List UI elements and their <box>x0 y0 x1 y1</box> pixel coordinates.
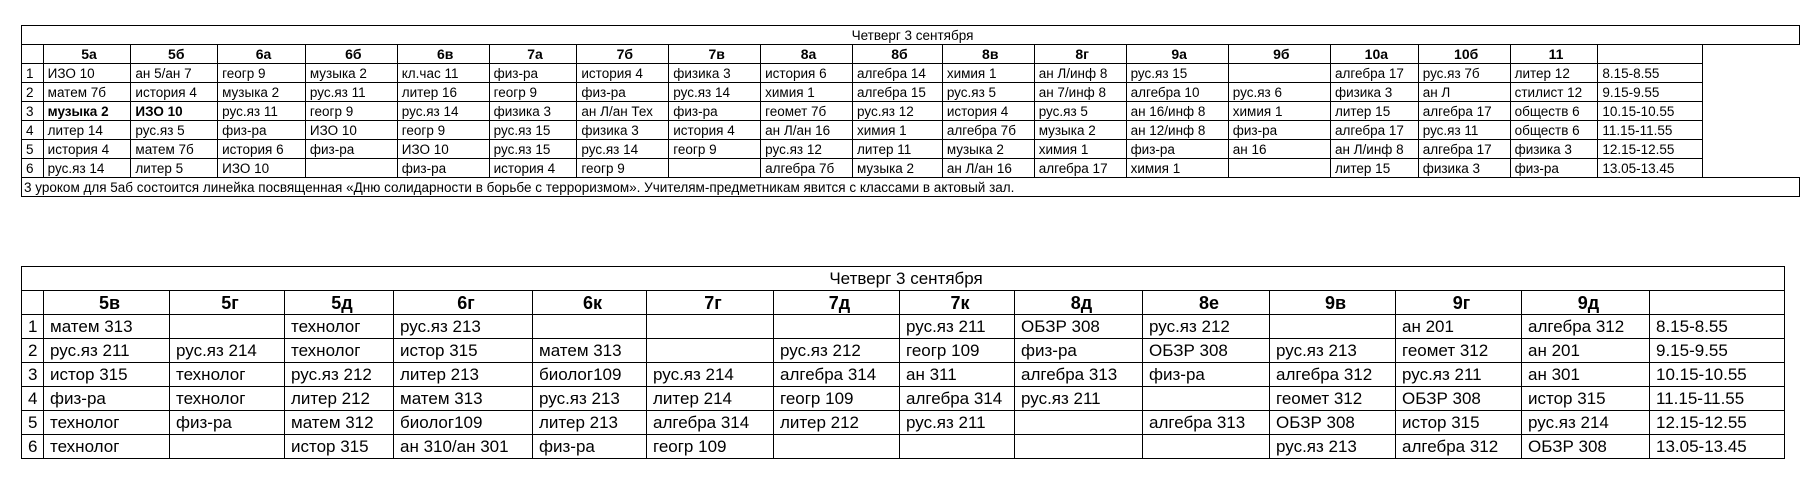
lesson-cell: матем 312 <box>285 411 394 435</box>
lesson-cell: литер 5 <box>131 159 218 178</box>
lesson-cell: геогр 109 <box>900 339 1015 363</box>
lesson-cell: ИЗО 10 <box>397 140 489 159</box>
lesson-cell <box>1143 387 1270 411</box>
class-header: 7а <box>489 45 577 64</box>
lesson-number: 1 <box>22 315 44 339</box>
lesson-cell: рус.яз 15 <box>489 121 577 140</box>
class-header <box>1650 291 1785 315</box>
lesson-cell: рус.яз 213 <box>394 315 533 339</box>
schedule-note: 3 уроком для 5аб состоится линейка посвященная «Дню солидарности в борьбе с терроризмом». Учителям-предметникам явится с классами в актовый зал. <box>22 178 1800 197</box>
lesson-number: 2 <box>22 339 44 363</box>
lesson-row <box>22 64 1800 83</box>
lesson-cell: рус.яз 5 <box>942 83 1034 102</box>
lesson-cell: биолог109 <box>533 363 647 387</box>
lesson-cell: рус.яз 214 <box>170 339 285 363</box>
lesson-cell: истор 315 <box>1522 387 1650 411</box>
class-header: 5а <box>43 45 131 64</box>
lesson-cell: музыка 2 <box>218 83 306 102</box>
lesson-cell: музыка 2 <box>853 159 943 178</box>
lesson-cell: история 4 <box>577 64 669 83</box>
class-header: 7в <box>669 45 761 64</box>
lesson-cell: химия 1 <box>942 64 1034 83</box>
lesson-cell: геогр 109 <box>774 387 900 411</box>
lesson-cell: физика 3 <box>1510 140 1598 159</box>
class-header: 9а <box>1126 45 1228 64</box>
lesson-cell: истор 315 <box>1396 411 1522 435</box>
lesson-cell: ан 7/инф 8 <box>1034 83 1126 102</box>
schedule-table-2 <box>21 266 1785 459</box>
lesson-cell <box>170 315 285 339</box>
lesson-cell: технолог <box>170 363 285 387</box>
class-header: 5б <box>131 45 218 64</box>
lesson-cell: рус.яз 212 <box>774 339 900 363</box>
lesson-cell: ан 16 <box>1228 140 1330 159</box>
lesson-cell: литер 15 <box>1330 159 1418 178</box>
lesson-cell: рус.яз 6 <box>1228 83 1330 102</box>
lesson-cell: ОБЗР 308 <box>1522 435 1650 459</box>
lesson-cell: геомет 312 <box>1270 387 1396 411</box>
lesson-number: 1 <box>22 64 44 83</box>
lesson-time: 10.15-10.55 <box>1650 363 1785 387</box>
lesson-row <box>22 159 1800 178</box>
lesson-cell: ан Л/инф 8 <box>1034 64 1126 83</box>
lesson-cell: технолог <box>285 339 394 363</box>
class-header: 8г <box>1034 45 1126 64</box>
lesson-cell: рус.яз 212 <box>285 363 394 387</box>
class-header: 6а <box>218 45 306 64</box>
lesson-time: 9.15-9.55 <box>1650 339 1785 363</box>
lesson-cell: алгебра 314 <box>647 411 774 435</box>
schedule-table-1 <box>21 25 1800 197</box>
lesson-number: 5 <box>22 140 44 159</box>
lesson-cell: ОБЗР 308 <box>1015 315 1143 339</box>
lesson-time: 11.15-11.55 <box>1650 387 1785 411</box>
lesson-cell <box>900 435 1015 459</box>
class-header-row <box>22 45 1800 64</box>
lesson-number: 6 <box>22 435 44 459</box>
lesson-cell: история 4 <box>489 159 577 178</box>
lesson-row <box>22 411 1785 435</box>
lesson-number: 3 <box>22 363 44 387</box>
lesson-cell: рус.яз 14 <box>669 83 761 102</box>
lesson-number: 6 <box>22 159 44 178</box>
lesson-cell: рус.яз 7б <box>1418 64 1510 83</box>
lesson-cell: геомет 312 <box>1396 339 1522 363</box>
lesson-cell: ан 310/ан 301 <box>394 435 533 459</box>
lesson-cell: история 4 <box>43 140 131 159</box>
lesson-number: 5 <box>22 411 44 435</box>
lesson-cell: геогр 9 <box>397 121 489 140</box>
lesson-cell: геогр 109 <box>647 435 774 459</box>
lesson-cell: физика 3 <box>1418 159 1510 178</box>
lesson-cell: ан 16/инф 8 <box>1126 102 1228 121</box>
lesson-cell: ОБЗР 308 <box>1270 411 1396 435</box>
lesson-cell <box>669 159 761 178</box>
lesson-cell: технолог <box>170 387 285 411</box>
lesson-cell: ИЗО 10 <box>131 102 218 121</box>
class-header: 10б <box>1418 45 1510 64</box>
lesson-cell: алгебра 10 <box>1126 83 1228 102</box>
lesson-cell: физ-ра <box>1015 339 1143 363</box>
lesson-cell: алгебра 312 <box>1270 363 1396 387</box>
lesson-cell: геогр 9 <box>489 83 577 102</box>
lesson-number: 4 <box>22 387 44 411</box>
class-header: 8а <box>761 45 853 64</box>
lesson-cell: литер 16 <box>397 83 489 102</box>
lesson-cell: физика 3 <box>489 102 577 121</box>
lesson-cell <box>305 159 397 178</box>
lesson-row <box>22 363 1785 387</box>
lesson-cell: ан 311 <box>900 363 1015 387</box>
lesson-time: 13.05-13.45 <box>1650 435 1785 459</box>
lesson-cell: обществ 6 <box>1510 121 1598 140</box>
lesson-cell: физ-ра <box>577 83 669 102</box>
lesson-cell <box>533 315 647 339</box>
lesson-cell: ОБЗР 308 <box>1396 387 1522 411</box>
lesson-cell: кл.час 11 <box>397 64 489 83</box>
lesson-row <box>22 121 1800 140</box>
lesson-cell: алгебра 17 <box>1034 159 1126 178</box>
class-header: 6г <box>394 291 533 315</box>
lesson-cell: рус.яз 14 <box>397 102 489 121</box>
class-header: 7б <box>577 45 669 64</box>
lesson-cell: рус.яз 213 <box>1270 435 1396 459</box>
lesson-cell: физика 3 <box>669 64 761 83</box>
lesson-cell: алгебра 17 <box>1330 64 1418 83</box>
lesson-row <box>22 140 1800 159</box>
lesson-cell: физ-ра <box>44 387 170 411</box>
lesson-cell: алгебра 15 <box>853 83 943 102</box>
lesson-cell: рус.яз 214 <box>647 363 774 387</box>
lesson-number-header <box>22 45 44 64</box>
lesson-cell: физика 3 <box>1330 83 1418 102</box>
lesson-time: 8.15-8.55 <box>1650 315 1785 339</box>
lesson-cell: физ-ра <box>170 411 285 435</box>
lesson-cell: история 4 <box>131 83 218 102</box>
lesson-cell: алгебра 17 <box>1418 102 1510 121</box>
lesson-cell <box>774 315 900 339</box>
title-row <box>22 26 1800 45</box>
class-header: 9д <box>1522 291 1650 315</box>
class-header: 7д <box>774 291 900 315</box>
lesson-cell: ОБЗР 308 <box>1143 339 1270 363</box>
lesson-cell: химия 1 <box>761 83 853 102</box>
lesson-cell: физ-ра <box>533 435 647 459</box>
lesson-cell: матем 7б <box>131 140 218 159</box>
lesson-cell: ан Л <box>1418 83 1510 102</box>
lesson-cell: рус.яз 212 <box>1143 315 1270 339</box>
lesson-cell: рус.яз 213 <box>1270 339 1396 363</box>
lesson-cell: физ-ра <box>1510 159 1598 178</box>
lesson-cell: физ-ра <box>1126 140 1228 159</box>
lesson-cell: рус.яз 15 <box>1126 64 1228 83</box>
lesson-cell: литер 11 <box>853 140 943 159</box>
class-header: 6к <box>533 291 647 315</box>
lesson-cell: биолог109 <box>394 411 533 435</box>
lesson-cell <box>1228 159 1330 178</box>
class-header: 5д <box>285 291 394 315</box>
lesson-cell: рус.яз 211 <box>900 315 1015 339</box>
lesson-cell: ан Л/ан Тех <box>577 102 669 121</box>
lesson-cell: стилист 12 <box>1510 83 1598 102</box>
class-header: 8е <box>1143 291 1270 315</box>
lesson-cell: алгебра 314 <box>900 387 1015 411</box>
lesson-cell: рус.яз 11 <box>1418 121 1510 140</box>
lesson-cell: литер 213 <box>394 363 533 387</box>
schedule-title: Четверг 3 сентября <box>22 26 1800 45</box>
lesson-cell: ИЗО 10 <box>43 64 131 83</box>
lesson-cell: история 4 <box>669 121 761 140</box>
lesson-cell <box>1270 315 1396 339</box>
lesson-cell: геогр 9 <box>218 64 306 83</box>
lesson-cell: история 4 <box>942 102 1034 121</box>
lesson-cell <box>1015 411 1143 435</box>
lesson-cell: истор 315 <box>285 435 394 459</box>
lesson-cell: геогр 9 <box>577 159 669 178</box>
lesson-row <box>22 102 1800 121</box>
lesson-cell: музыка 2 <box>305 64 397 83</box>
lesson-time: 12.15-12.55 <box>1598 140 1702 159</box>
class-header: 6б <box>305 45 397 64</box>
lesson-cell: ан 301 <box>1522 363 1650 387</box>
lesson-cell: рус.яз 211 <box>900 411 1015 435</box>
lesson-cell: истор 315 <box>44 363 170 387</box>
lesson-cell: рус.яз 211 <box>1396 363 1522 387</box>
lesson-cell: обществ 6 <box>1510 102 1598 121</box>
lesson-cell: ан 201 <box>1396 315 1522 339</box>
lesson-cell: геомет 7б <box>761 102 853 121</box>
lesson-time: 8.15-8.55 <box>1598 64 1702 83</box>
lesson-cell: рус.яз 12 <box>853 102 943 121</box>
lesson-cell: геогр 9 <box>669 140 761 159</box>
note-row <box>22 178 1800 197</box>
lesson-row <box>22 387 1785 411</box>
lesson-cell <box>647 339 774 363</box>
lesson-cell <box>647 315 774 339</box>
lesson-cell: рус.яз 214 <box>1522 411 1650 435</box>
lesson-time: 12.15-12.55 <box>1650 411 1785 435</box>
lesson-cell: матем 7б <box>43 83 131 102</box>
lesson-cell: алгебра 17 <box>1418 140 1510 159</box>
lesson-cell: музыка 2 <box>942 140 1034 159</box>
lesson-number: 3 <box>22 102 44 121</box>
lesson-cell: ан 12/инф 8 <box>1126 121 1228 140</box>
lesson-cell: геогр 9 <box>305 102 397 121</box>
lesson-cell: химия 1 <box>853 121 943 140</box>
lesson-cell: физ-ра <box>489 64 577 83</box>
lesson-cell: матем 313 <box>394 387 533 411</box>
title-row <box>22 267 1785 291</box>
lesson-cell: ан Л/инф 8 <box>1330 140 1418 159</box>
lesson-cell: технолог <box>44 411 170 435</box>
lesson-cell <box>1015 435 1143 459</box>
lesson-cell: химия 1 <box>1228 102 1330 121</box>
lesson-cell: алгебра 7б <box>942 121 1034 140</box>
lesson-row <box>22 339 1785 363</box>
lesson-cell: рус.яз 211 <box>44 339 170 363</box>
lesson-cell: технолог <box>44 435 170 459</box>
class-header: 9в <box>1270 291 1396 315</box>
class-header: 8в <box>942 45 1034 64</box>
lesson-cell: алгебра 312 <box>1396 435 1522 459</box>
lesson-cell: рус.яз 213 <box>533 387 647 411</box>
lesson-cell: алгебра 314 <box>774 363 900 387</box>
class-header: 7г <box>647 291 774 315</box>
lesson-cell: алгебра 312 <box>1522 315 1650 339</box>
lesson-cell: рус.яз 11 <box>305 83 397 102</box>
lesson-cell: истор 315 <box>394 339 533 363</box>
lesson-cell: история 6 <box>761 64 853 83</box>
lesson-cell: рус.яз 211 <box>1015 387 1143 411</box>
lesson-time: 13.05-13.45 <box>1598 159 1702 178</box>
lesson-cell: рус.яз 5 <box>1034 102 1126 121</box>
lesson-cell: алгебра 14 <box>853 64 943 83</box>
lesson-cell <box>1143 435 1270 459</box>
class-header: 6в <box>397 45 489 64</box>
lesson-cell <box>1228 64 1330 83</box>
lesson-row <box>22 315 1785 339</box>
class-header: 8д <box>1015 291 1143 315</box>
class-header <box>1598 45 1702 64</box>
lesson-cell: физ-ра <box>1143 363 1270 387</box>
class-header: 9б <box>1228 45 1330 64</box>
lesson-cell: литер 212 <box>774 411 900 435</box>
lesson-number: 2 <box>22 83 44 102</box>
lesson-cell: литер 12 <box>1510 64 1598 83</box>
lesson-time: 11.15-11.55 <box>1598 121 1702 140</box>
lesson-cell: рус.яз 5 <box>131 121 218 140</box>
class-header: 8б <box>853 45 943 64</box>
lesson-time: 10.15-10.55 <box>1598 102 1702 121</box>
class-header: 5г <box>170 291 285 315</box>
lesson-cell: химия 1 <box>1126 159 1228 178</box>
lesson-cell: ан 5/ан 7 <box>131 64 218 83</box>
lesson-cell: алгебра 313 <box>1015 363 1143 387</box>
lesson-cell: алгебра 17 <box>1330 121 1418 140</box>
lesson-cell: алгебра 313 <box>1143 411 1270 435</box>
lesson-cell <box>170 435 285 459</box>
class-header: 11 <box>1510 45 1598 64</box>
lesson-cell: литер 214 <box>647 387 774 411</box>
class-header: 5в <box>44 291 170 315</box>
lesson-number-header <box>22 291 44 315</box>
lesson-row <box>22 83 1800 102</box>
lesson-cell: ан 201 <box>1522 339 1650 363</box>
lesson-cell: рус.яз 11 <box>218 102 306 121</box>
lesson-cell: физ-ра <box>669 102 761 121</box>
lesson-cell: физ-ра <box>305 140 397 159</box>
lesson-cell: ан Л/ан 16 <box>942 159 1034 178</box>
lesson-cell: литер 212 <box>285 387 394 411</box>
lesson-cell: рус.яз 15 <box>489 140 577 159</box>
lesson-cell: физика 3 <box>577 121 669 140</box>
schedule-title: Четверг 3 сентября <box>22 267 1785 291</box>
class-header: 7к <box>900 291 1015 315</box>
lesson-cell: ИЗО 10 <box>218 159 306 178</box>
lesson-cell: рус.яз 14 <box>43 159 131 178</box>
lesson-number: 4 <box>22 121 44 140</box>
class-header: 9г <box>1396 291 1522 315</box>
lesson-cell: рус.яз 14 <box>577 140 669 159</box>
lesson-cell: физ-ра <box>1228 121 1330 140</box>
lesson-cell: история 6 <box>218 140 306 159</box>
lesson-cell: матем 313 <box>44 315 170 339</box>
lesson-cell: матем 313 <box>533 339 647 363</box>
lesson-cell: литер 213 <box>533 411 647 435</box>
lesson-cell: музыка 2 <box>1034 121 1126 140</box>
lesson-cell: литер 15 <box>1330 102 1418 121</box>
lesson-cell: литер 14 <box>43 121 131 140</box>
lesson-cell: рус.яз 12 <box>761 140 853 159</box>
lesson-cell: химия 1 <box>1034 140 1126 159</box>
lesson-cell: физ-ра <box>397 159 489 178</box>
class-header-row <box>22 291 1785 315</box>
lesson-cell: алгебра 7б <box>761 159 853 178</box>
lesson-cell: ан Л/ан 16 <box>761 121 853 140</box>
class-header: 10а <box>1330 45 1418 64</box>
lesson-row <box>22 435 1785 459</box>
lesson-time: 9.15-9.55 <box>1598 83 1702 102</box>
lesson-cell: ИЗО 10 <box>305 121 397 140</box>
lesson-cell <box>774 435 900 459</box>
lesson-cell: физ-ра <box>218 121 306 140</box>
lesson-cell: технолог <box>285 315 394 339</box>
lesson-cell: музыка 2 <box>43 102 131 121</box>
